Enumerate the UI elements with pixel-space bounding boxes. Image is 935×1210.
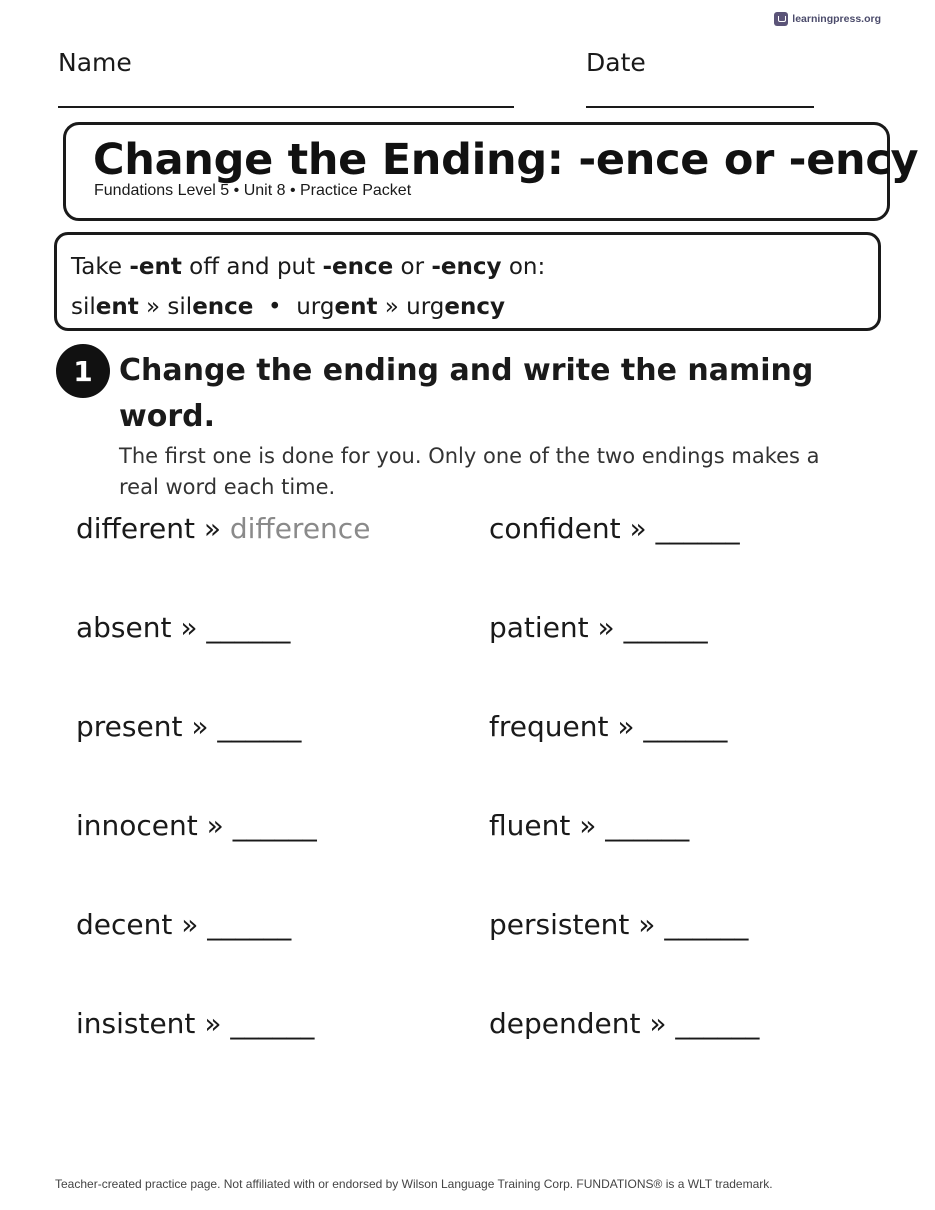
brand-text: learningpress.org xyxy=(792,13,881,25)
section-number-badge: 1 xyxy=(56,344,110,398)
word-item-different: different » difference xyxy=(76,512,371,545)
answer-blank[interactable]: ______ xyxy=(217,710,302,743)
name-line xyxy=(58,106,514,108)
page-title: Change the Ending: -ence or -ency xyxy=(93,135,919,185)
word-item-innocent: innocent » ______ xyxy=(76,809,317,842)
answer-blank[interactable]: ______ xyxy=(207,908,292,941)
word-item-present: present » ______ xyxy=(76,710,302,743)
word-item-patient: patient » ______ xyxy=(489,611,708,644)
answer-blank[interactable]: ______ xyxy=(232,809,317,842)
brand xyxy=(774,12,881,26)
word-item-insistent: insistent » ______ xyxy=(76,1007,315,1040)
answer-blank[interactable]: ______ xyxy=(605,809,690,842)
date-label: Date xyxy=(586,48,646,77)
date-line xyxy=(586,106,814,108)
learningpress-logo-icon xyxy=(774,12,788,26)
title-box xyxy=(63,122,919,221)
answer-blank[interactable]: ______ xyxy=(230,1007,315,1040)
word-item-persistent: persistent » ______ xyxy=(489,908,749,941)
word-item-dependent: dependent » ______ xyxy=(489,1007,760,1040)
footer-disclaimer: Teacher-created practice page. Not affiliated with or endorsed by Wilson Language Training Corp. FUNDATIONS® is a WLT trademark. xyxy=(55,1177,773,1191)
word-item-fluent: fluent » ______ xyxy=(489,809,690,842)
answer-blank[interactable]: ______ xyxy=(643,710,728,743)
word-item-decent: decent » ______ xyxy=(76,908,292,941)
answer-blank[interactable]: ______ xyxy=(623,611,708,644)
rule-box xyxy=(54,232,881,331)
name-label: Name xyxy=(58,48,132,77)
section-title: Change the ending and write the naming word. xyxy=(119,353,814,434)
rule-examples: silent » silence • urgent » urgency xyxy=(71,294,505,320)
word-item-absent: absent » ______ xyxy=(76,611,291,644)
answer-blank[interactable]: ______ xyxy=(206,611,291,644)
example-answer: difference xyxy=(229,512,371,545)
rule-instruction: Take -ent off and put -ence or -ency on: xyxy=(71,254,546,280)
section-instructions: The first one is done for you. Only one of the two endings makes a real word each time. xyxy=(119,444,820,499)
page-subtitle: Fundations Level 5 • Unit 8 • Practice Packet xyxy=(94,182,412,199)
word-item-confident: confident » ______ xyxy=(489,512,740,545)
answer-blank[interactable]: ______ xyxy=(675,1007,760,1040)
answer-blank[interactable]: ______ xyxy=(655,512,740,545)
word-item-frequent: frequent » ______ xyxy=(489,710,728,743)
answer-blank[interactable]: ______ xyxy=(664,908,749,941)
